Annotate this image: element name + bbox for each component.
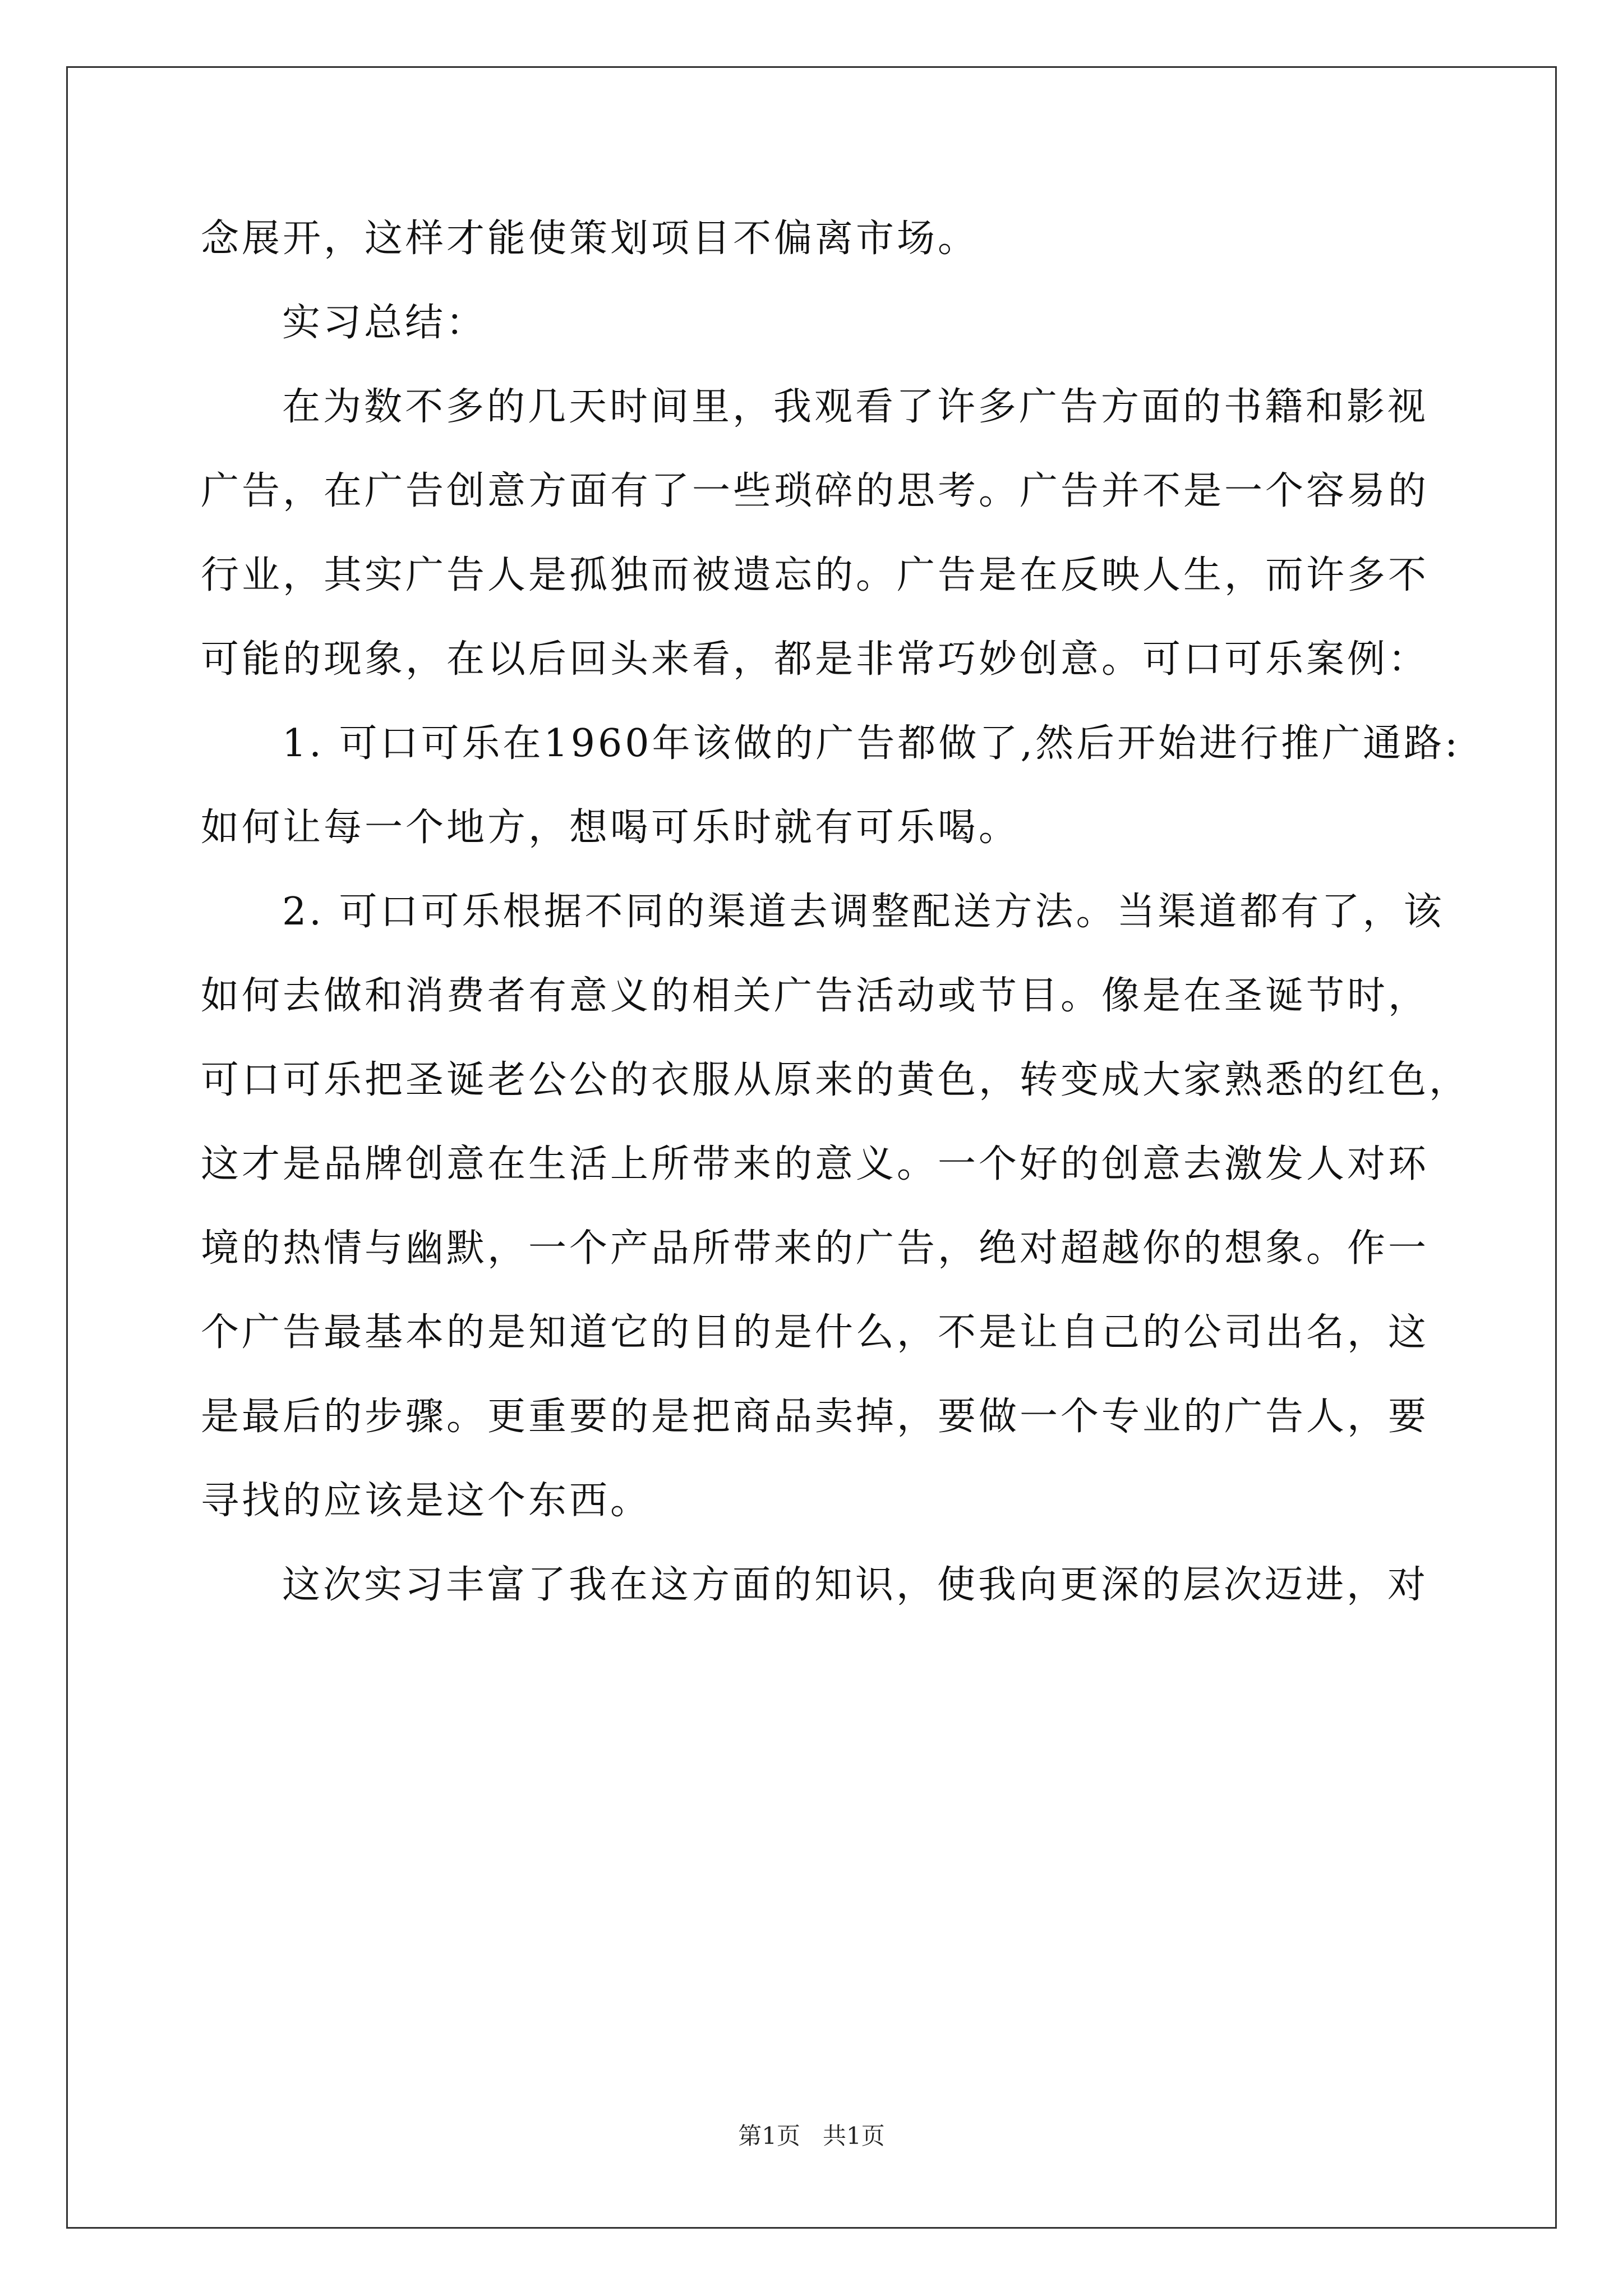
text-line: 2. 可口可乐根据不同的渠道去调整配送方法。当渠道都有了，该 (282, 890, 1445, 934)
text-line: 如何去做和消费者有意义的相关广告活动或节目。像是在圣诞节时， (201, 974, 1430, 1018)
text-line: 在为数不多的几天时间里，我观看了许多广告方面的书籍和影视 (282, 385, 1429, 429)
text-line: 这才是品牌创意在生活上所带来的意义。一个好的创意去激发人对环 (201, 1142, 1430, 1186)
text-line: 行业，其实广告人是孤独而被遗忘的。广告是在反映人生，而许多不 (201, 553, 1430, 597)
text-line: 可能的现象，在以后回头来看，都是非常巧妙创意。可口可乐案例： (201, 637, 1430, 682)
text-line: 个广告最基本的是知道它的目的是什么，不是让自己的公司出名，这 (201, 1310, 1430, 1355)
text-line: 寻找的应该是这个东西。 (201, 1479, 652, 1523)
text-line: 广告，在广告创意方面有了一些琐碎的思考。广告并不是一个容易的 (201, 469, 1430, 513)
text-line: 是最后的步骤。更重要的是把商品卖掉，要做一个专业的广告人，要 (201, 1395, 1430, 1439)
page-footer: 第1页 共1页 (738, 2122, 885, 2150)
text-line: 境的热情与幽默，一个产品所带来的广告，绝对超越你的想象。作一 (201, 1226, 1430, 1271)
text-line: 念展开，这样才能使策划项目不偏离市场。 (201, 217, 979, 261)
text-line: 可口可乐把圣诞老公公的衣服从原来的黄色，转变成大家熟悉的红色， (201, 1058, 1470, 1102)
section-heading: 实习总结： (282, 301, 487, 345)
text-line: 如何让每一个地方，想喝可乐时就有可乐喝。 (201, 806, 1020, 850)
text-line: 1. 可口可乐在1960年该做的广告都做了,然后开始进行推广通路: (282, 721, 1461, 766)
text-line: 这次实习丰富了我在这方面的知识，使我向更深的层次迈进，对 (282, 1563, 1429, 1607)
